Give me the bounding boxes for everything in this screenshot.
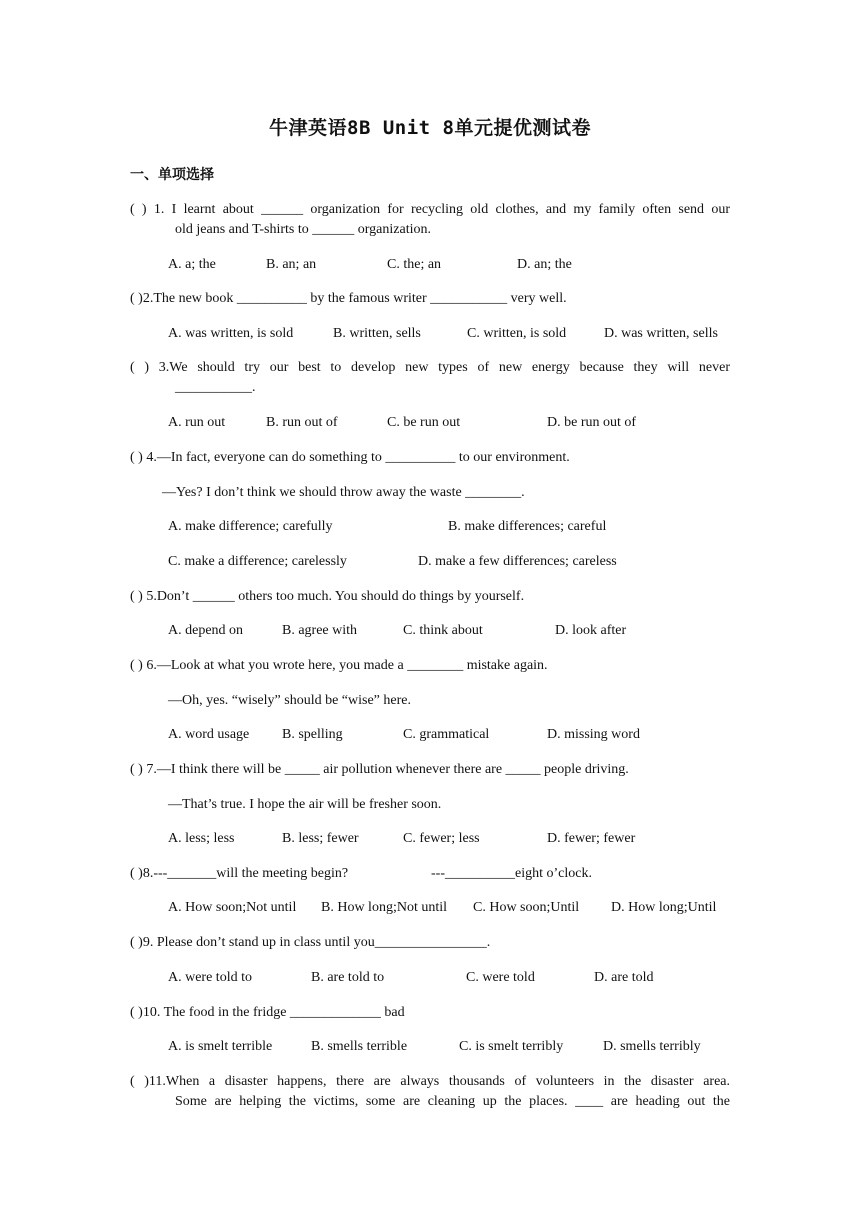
question-9-option-b: B. are told to (311, 970, 385, 985)
question-3-text-cont: ___________. (175, 380, 256, 395)
question-6-reply: —Oh, yes. “wisely” should be “wise” here. (168, 693, 411, 708)
question-6-option-c: C. grammatical (403, 727, 490, 742)
question-3-option-a: A. run out (168, 415, 226, 430)
question-2-option-c: C. written, is sold (467, 326, 567, 341)
question-4-text: ( ) 4.—In fact, everyone can do something to __________ to our environment. (130, 450, 570, 465)
question-6-text: ( ) 6.—Look at what you wrote here, you made a ________ mistake again. (130, 658, 548, 673)
question-6-option-a: A. word usage (168, 727, 250, 742)
question-2-text: ( )2.The new book __________ by the famous writer ___________ very well. (130, 291, 567, 306)
question-8-reply: ---__________eight o’clock. (431, 866, 592, 881)
question-8-option-d: D. How long;Until (611, 900, 717, 915)
question-4-option-a: A. make difference; carefully (168, 519, 333, 534)
question-7-option-c: C. fewer; less (403, 831, 480, 846)
question-3-option-b: B. run out of (266, 415, 338, 430)
question-5-option-d: D. look after (555, 623, 627, 638)
question-10-option-c: C. is smelt terribly (459, 1039, 564, 1054)
section-heading: 一、单项选择 (130, 167, 214, 183)
question-1-option-d: D. an; the (517, 257, 572, 272)
question-4-reply: —Yes? I don’t think we should throw away the waste ________. (162, 485, 525, 500)
question-7-option-b: B. less; fewer (282, 831, 359, 846)
question-11-text-cont: Some are helping the victims, some are cleaning up the places. ____ are heading out the (175, 1094, 730, 1109)
question-9-option-c: C. were told (466, 970, 535, 985)
question-4-option-d: D. make a few differences; careless (418, 554, 617, 569)
question-10-option-a: A. is smelt terrible (168, 1039, 273, 1054)
page-title: 牛津英语8B Unit 8单元提优测试卷 (269, 117, 591, 139)
question-8-option-c: C. How soon;Until (473, 900, 580, 915)
question-9-text: ( )9. Please don’t stand up in class until you________________. (130, 935, 491, 950)
question-9-option-a: A. were told to (168, 970, 252, 985)
question-6-option-d: D. missing word (547, 727, 640, 742)
question-7-reply: —That’s true. I hope the air will be fresher soon. (168, 797, 442, 812)
question-11-text: ( )11.When a disaster happens, there are always thousands of volunteers in the disaster area. (130, 1074, 730, 1089)
question-5-option-b: B. agree with (282, 623, 358, 638)
question-7-option-d: D. fewer; fewer (547, 831, 636, 846)
question-9-option-d: D. are told (594, 970, 654, 985)
question-3-text: ( ) 3.We should try our best to develop new types of new energy because they will never (130, 360, 730, 375)
question-10-option-d: D. smells terribly (603, 1039, 701, 1054)
question-7-option-a: A. less; less (168, 831, 235, 846)
question-1-text: ( ) 1. I learnt about ______ organization for recycling old clothes, and my family often send our (130, 202, 730, 217)
question-2-option-b: B. written, sells (333, 326, 421, 341)
question-3-option-c: C. be run out (387, 415, 461, 430)
question-7-text: ( ) 7.—I think there will be _____ air pollution whenever there are _____ people driving. (130, 762, 629, 777)
question-10-text: ( )10. The food in the fridge _____________ bad (130, 1005, 405, 1020)
question-4-option-b: B. make differences; careful (448, 519, 607, 534)
question-1-option-b: B. an; an (266, 257, 317, 272)
question-4-option-c: C. make a difference; carelessly (168, 554, 347, 569)
question-5-option-c: C. think about (403, 623, 483, 638)
question-1-text-cont: old jeans and T-shirts to ______ organization. (175, 222, 431, 237)
question-3-option-d: D. be run out of (547, 415, 637, 430)
question-5-option-a: A. depend on (168, 623, 244, 638)
question-2-option-d: D. was written, sells (604, 326, 718, 341)
question-8-option-b: B. How long;Not until (321, 900, 448, 915)
question-5-text: ( ) 5.Don’t ______ others too much. You should do things by yourself. (130, 589, 525, 604)
question-8-text: ( )8.---_______will the meeting begin? (130, 866, 349, 881)
question-1-option-a: A. a; the (168, 257, 216, 272)
question-8-option-a: A. How soon;Not until (168, 900, 297, 915)
question-2-option-a: A. was written, is sold (168, 326, 294, 341)
question-6-option-b: B. spelling (282, 727, 343, 742)
question-1-option-c: C. the; an (387, 257, 442, 272)
question-10-option-b: B. smells terrible (311, 1039, 408, 1054)
